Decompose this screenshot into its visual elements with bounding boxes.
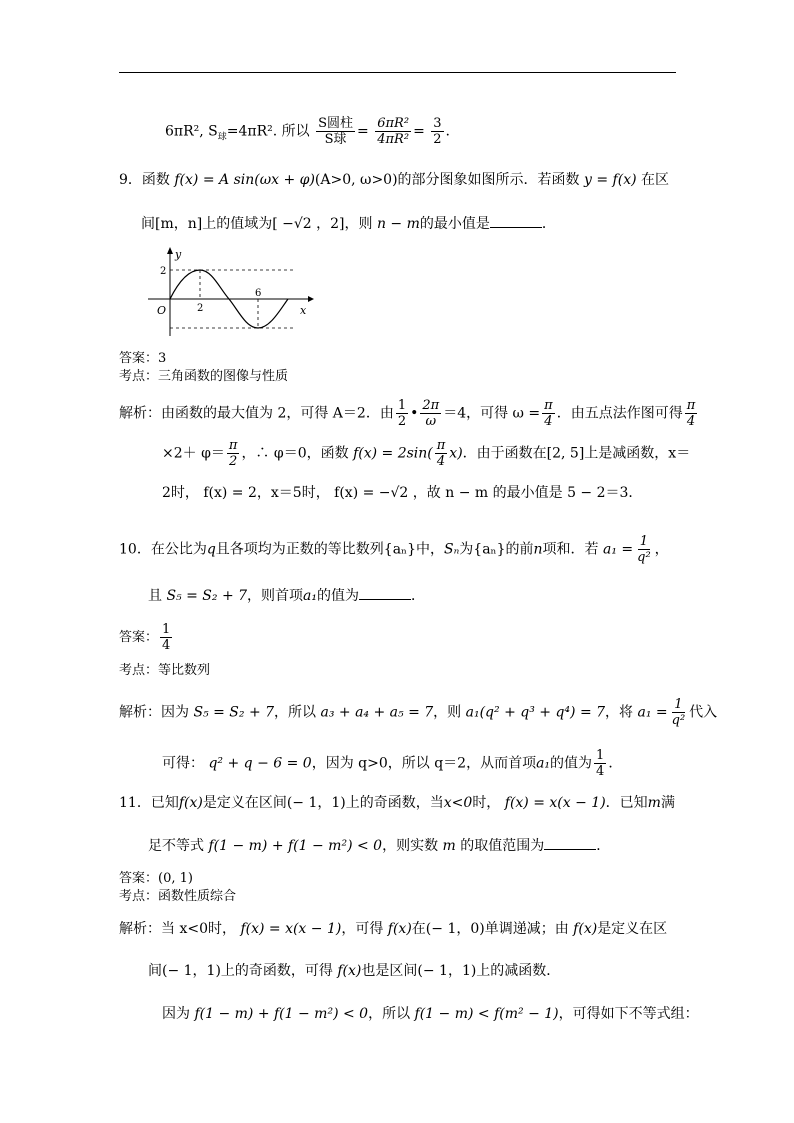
q11-answer: 答案：(0, 1) <box>119 871 193 886</box>
fraction-result: $\frac{3}{2}$ <box>433 116 442 147</box>
fraction-s-ratio: $\frac{\text{S圆柱}}{\text{S球}}$ <box>318 116 354 147</box>
q11-solution-line1: 解析：当 x<0时， f(x) = x(x − 1)，可得 f(x)在(− 1，0)单调递减；由 f(x)是定义在区 <box>119 921 668 937</box>
answer-blank <box>359 587 411 600</box>
q10-line2: 且 S₅ = S₂ + 7，则首项a₁的值为 ． <box>148 588 425 604</box>
q11-line2: 足不等式 f(1 − m) + f(1 − m²) < 0，则实数 m 的取值范围为 ． <box>148 838 611 854</box>
q10-solution-line2: 可得： q² + q − 6 = 0，因为 q>0，所以 q＝2，从而首项a₁的值为 $\frac{1}{4}$ ． <box>162 748 623 779</box>
q9-solution-line2: ×2＋ φ＝ $\frac{\pi}{2}$ ，∴ φ＝0，函数 f(x) = 2sin( $\frac{\pi}{4}$ x)．由于函数在[2, 5]上是减函数，x＝ <box>162 438 691 469</box>
q9-topic: 考点：三角函数的图像与性质 <box>119 369 289 384</box>
x-tick-2: 2 <box>197 303 204 314</box>
q10-topic: 考点：等比数列 <box>119 663 211 678</box>
q9-answer: 答案：3 <box>119 351 167 366</box>
q11-topic: 考点：函数性质综合 <box>119 889 237 904</box>
q10-solution-line1: 解析：因为 S₅ = S₂ + 7，所以 a₃ + a₄ + a₅ = 7，则 a₁(q² + q³ + q⁴) = 7，将 a₁ = $\frac{1}{\text{q²}}$ 代入 <box>119 697 718 728</box>
y-axis-label: y <box>175 248 182 261</box>
prev-solution-line: 6πR², $S_球=4\pi R^2$. 所以 $\frac{\text{S圆柱}}{\text{S球}}$ = $\frac{\text{6πR²}}{\text{4πR²}}$ = $\frac{3}{2}$ . <box>165 116 450 147</box>
origin-label: O <box>157 304 167 317</box>
q11-line1: 11．已知f(x)是定义在区间(− 1，1)上的奇函数，当x<0时， f(x) = x(x − 1)．已知m满 <box>119 795 675 811</box>
q9-line1: 9．函数 f(x) = A sin(ωx + φ)(A>0, ω>0)的部分图象如图所示．若函数 y = f(x) 在区 <box>119 172 670 188</box>
q9-line2: 间[m，n]上的值域为[ −√2 ，2]，则 n − m的最小值是 ． <box>141 216 556 232</box>
q9-solution-line1: 解析：由函数的最大值为 2，可得 A＝2．由 $\frac{1}{2}$ • $\frac{2\pi}{\omega}$ ＝4，可得 ω = $\frac{\pi}{4}$ ．由五点法作图可得 $\frac{\pi}{4}$ <box>119 398 696 429</box>
q9-solution-line3: 2时， f(x) = 2，x＝5时， f(x) = −√2 ，故 n − m 的最小值是 5 − 2＝3． <box>162 485 643 501</box>
q11-solution-line2: 间(− 1，1)上的奇函数，可得 f(x)也是区间(− 1，1)上的减函数． <box>148 963 561 979</box>
q10-line1: 10．在公比为q且各项均为正数的等比数列{aₙ}中，Sₙ为{aₙ}的前n项和．若 a₁ = $\frac{1}{\text{q²}}$ ， <box>119 534 669 565</box>
x-axis-label: x <box>300 304 307 317</box>
header-rule <box>119 72 676 73</box>
x-tick-6: 6 <box>255 288 262 299</box>
sine-graph <box>140 244 320 344</box>
answer-blank <box>544 837 596 850</box>
q11-solution-line3: 因为 f(1 − m) + f(1 − m²) < 0，所以 f(1 − m) < f(m² − 1)，可得如下不等式组： <box>162 1006 699 1022</box>
answer-blank <box>490 215 542 228</box>
fraction-area-ratio: $\frac{\text{6πR²}}{\text{4πR²}}$ <box>377 116 410 147</box>
q10-answer: 答案： $\frac{1}{4}$ <box>119 622 171 653</box>
y-tick-2: 2 <box>160 266 167 277</box>
